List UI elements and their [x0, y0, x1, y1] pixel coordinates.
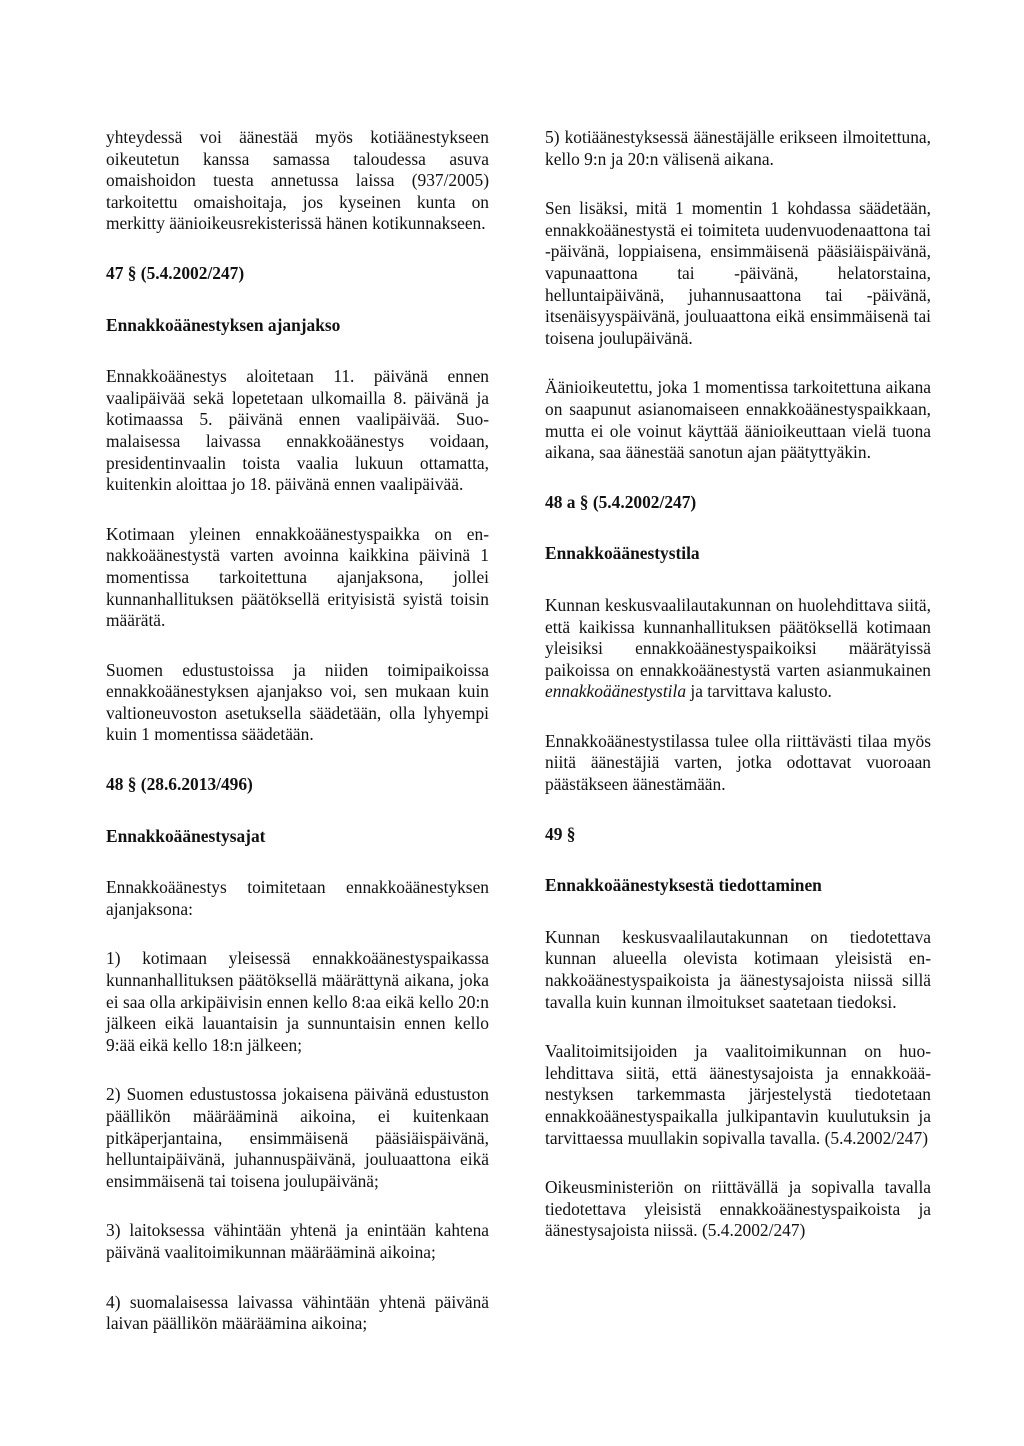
paragraph-48-holidays: Sen lisäksi, mitä 1 momentin 1 kohdassa säädetään, ennakkoäänestystä ei toimiteta uudenvuodenaattona tai -päivänä, loppiaisena, ensimmäisenä pääsiäispäivänä, vapunaattona tai -päivänä, helatorstaina, helluntaipäivänä, juhannusaattona tai -päivänä, itsenäisyyspäivänä, jouluaattona eikä ensimmäisenä tai toisena joulupäivänä. — [545, 198, 931, 348]
paragraph-48-late-arrival: Äänioikeutettu, joka 1 momentissa tarkoitettuna aikana on saapunut asianomaiseen ennakkoäänestyspaikkaan, mutta ei ole voinut käyttää äänioikeuttaan vielä tuona aikana, saa äänestää sanotun ajan päätyttyäkin. — [545, 377, 931, 463]
paragraph-48-item-3: 3) laitoksessa vähintään yhtenä ja enintään kahtena päivänä vaalitoimikunnan määrääminä aikoina; — [106, 1220, 489, 1262]
section-number-48a: 48 a § (5.4.2002/247) — [545, 491, 697, 512]
section-number-48: 48 § (28.6.2013/496) — [106, 774, 253, 795]
paragraph-48a-1-start: Kunnan keskusvaalilautakunnan on huolehdittava siitä, että kaikissa kunnanhallituksen päätöksellä kotimaan yleisiksi ennakkoäänestyspaikoiksi määrätyissä paikoissa on ennakkoäänestystä varten asianmukainen — [545, 594, 931, 680]
heading-48: Ennakkoäänestysajat — [106, 825, 266, 846]
defined-term: ennakkoäänestystila — [545, 681, 687, 702]
paragraph-49-2: Vaalitoimitsijoiden ja vaalitoimikunnan on huolehdittava siitä, että äänestysajoista ja ennakkoäänestyksen tarkemmasta järjestelystä tiedotetaan ennakkoäänestyspaikalla julkipantavin kuulutuksin ja tarvittaessa muullakin sopivalla tavalla. (5.4.2002/247) — [545, 1041, 931, 1148]
section-number-47: 47 § (5.4.2002/247) — [106, 262, 245, 283]
paragraph-49-1: Kunnan keskusvaalilautakunnan on tiedotettava kunnan alueella olevista kotimaan yleisistä ennakkoäänestyspaikoista ja äänestysajoista niissä sillä tavalla kuin kunnan ilmoitukset saatetaan tiedoksi. — [545, 926, 931, 1012]
paragraph-47-3: Suomen edustustoissa ja niiden toimipaikoissa ennakkoäänestyksen ajanjakso voi, sen mukaan kuin valtioneuvoston asetuksella säädetään, olla lyhyempi kuin 1 momentissa säädetään. — [106, 659, 489, 745]
paragraph-47-2: Kotimaan yleinen ennakkoäänestyspaikka on ennakkoäänestystä varten avoinna kaikkina päivinä 1 momentissa tarkoitettuna ajanjaksona, jollei kunnanhallituksen päätöksellä erityisistä syistä toisin määrätä. — [106, 523, 489, 631]
right-column — [545, 127, 931, 1270]
heading-48a: Ennakkoäänestystila — [545, 543, 700, 564]
left-column — [106, 127, 489, 1363]
paragraph-48a-1 — [545, 595, 931, 703]
heading-49: Ennakkoäänestyksestä tiedottaminen — [545, 875, 822, 896]
paragraph-intro: yhteydessä voi äänestää myös kotiäänestykseen oikeutetun kanssa samassa taloudessa asuva omaishoidon tuesta annetussa laissa (937/2005) tarkoitettu omaishoitaja, jos kyseinen kunta on merkitty äänioikeusrekisterissä hänen kotikunnakseen. — [106, 127, 489, 234]
paragraph-48-item-2: 2) Suomen edustustossa jokaisena päivänä edustuston päällikön määrääminä aikoina, ei kuitenkaan pitkäperjantaina, ensimmäisenä pääsiäispäivänä, helluntaipäivänä, juhannuspäivänä, jouluaattona eikä ensimmäisenä tai toisena joulupäivänä; — [106, 1084, 489, 1191]
paragraph-48a-1-end: ja tarvittava kalusto. — [686, 681, 832, 702]
heading-47: Ennakkoäänestyksen ajanjakso — [106, 314, 341, 335]
paragraph-48-item-4: 4) suomalaisessa laivassa vähintään yhtenä päivänä laivan päällikön määräämina aikoina; — [106, 1291, 489, 1334]
paragraph-48-item-5: 5) kotiäänestyksessä äänestäjälle erikseen ilmoitettuna, kello 9:n ja 20:n välisenä aikana. — [545, 127, 931, 169]
paragraph-48-intro: Ennakkoäänestys toimitetaan ennakkoäänestyksen ajanjaksona: — [106, 877, 489, 919]
paragraph-49-3: Oikeusministeriön on riittävällä ja sopivalla tavalla tiedotettava yleisistä ennakkoäänestyspaikoista ja äänestysajoista niissä. (5.4.2002/247) — [545, 1177, 931, 1241]
section-number-49: 49 § — [545, 823, 576, 844]
paragraph-47-1: Ennakkoäänestys aloitetaan 11. päivänä ennen vaalipäivää sekä lopetetaan ulkomailla 8. päivänä ja kotimaassa 5. päivänä ennen vaalipäivää. Suomalaisessa laivassa ennakkoäänestys voidaan, presidentinvaalin toista vaalia lukuun ottamatta, kuitenkin aloittaa jo 18. päivänä ennen vaalipäivää. — [106, 366, 489, 495]
paragraph-48a-2: Ennakkoäänestystilassa tulee olla riittävästi tilaa myös niitä äänestäjiä varten, jotka odottavat vuoroaan päästäkseen äänestämään. — [545, 730, 931, 795]
paragraph-48-item-1: 1) kotimaan yleisessä ennakkoäänestyspaikassa kunnanhallituksen päätöksellä määrättynä aikana, joka ei saa olla arkipäivisin ennen kello 8:aa eikä kello 20:n jälkeen eikä lauantaisin ja sunnuntaisin ennen kello 9:ää eikä kello 18:n jälkeen; — [106, 948, 489, 1055]
